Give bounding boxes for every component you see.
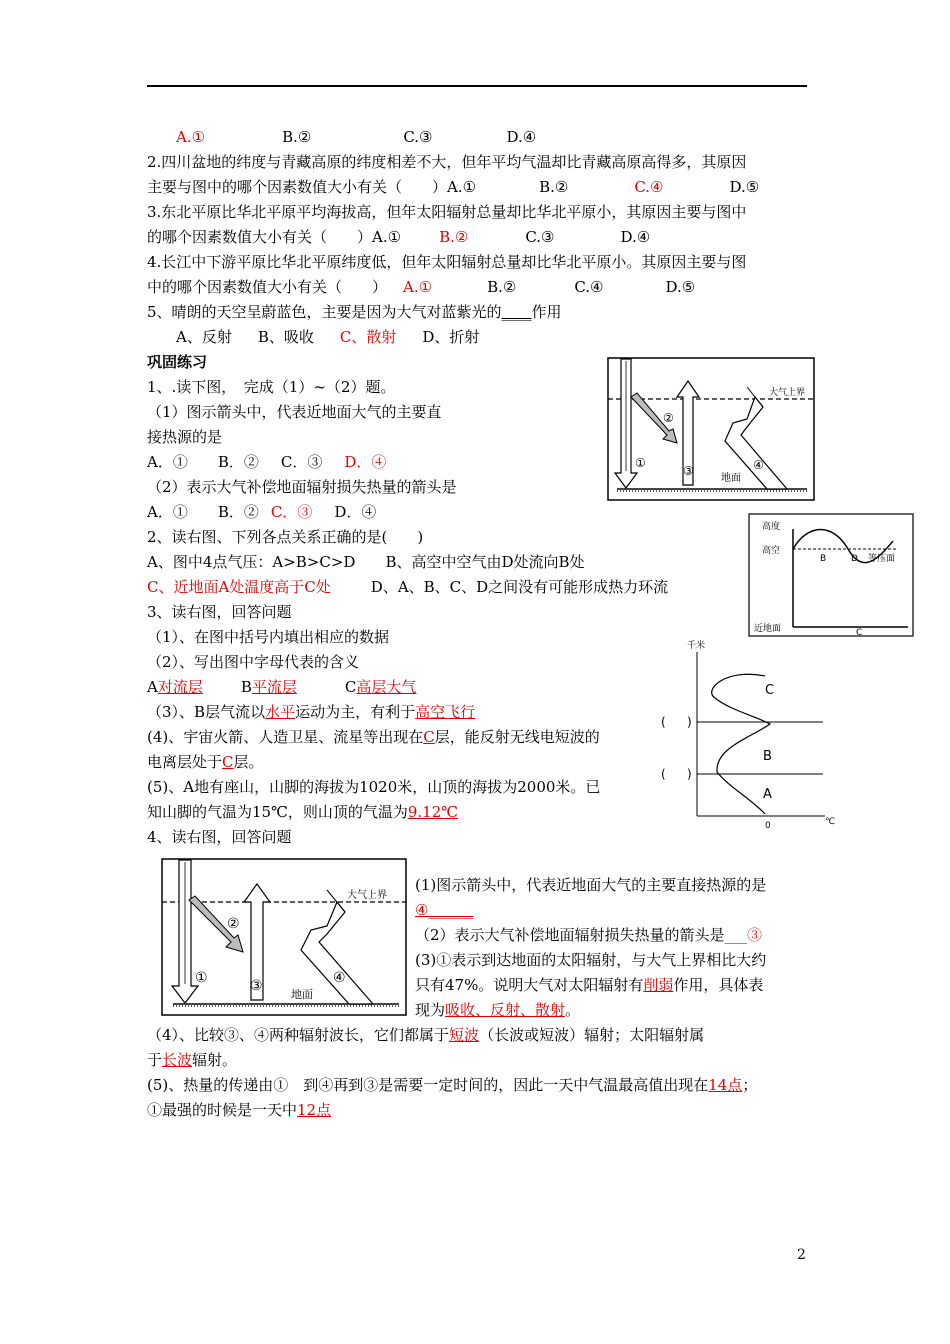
- e2-row1: A、图中4点气压：A>B>C>D B、高空中空气由D处流向B处: [147, 553, 585, 571]
- q2-line2: 主要与图中的哪个因素数值大小有关（ ）A.① B.② C.④ D.⑤: [147, 178, 760, 196]
- q4-option-d: D.⑤: [665, 278, 696, 296]
- svg-text:B: B: [763, 749, 772, 764]
- svg-text:②: ②: [227, 916, 240, 932]
- q1-option-a: A.①: [176, 128, 206, 146]
- q4-option-a: A.①: [403, 278, 433, 296]
- q1-option-c: C.③: [403, 128, 433, 146]
- svg-text:大气上界: 大气上界: [347, 890, 387, 901]
- e2-answer: C、近地面A处温度高于C处: [147, 578, 331, 596]
- header-rule: [147, 85, 807, 87]
- q3-option-c: C.③: [525, 228, 555, 246]
- svg-text:地面: 地面: [721, 473, 741, 484]
- e4-p1-line1: (1)图示箭头中，代表近地面大气的主要直接热源的是: [415, 876, 767, 894]
- e3-p1: （1）、在图中括号内填出相应的数据: [147, 628, 390, 646]
- svg-text:C: C: [856, 628, 863, 637]
- e1-p1-line2: 接热源的是: [147, 428, 223, 446]
- svg-text:A: A: [763, 787, 772, 802]
- e4-p1-answer: ④______: [415, 901, 474, 919]
- svg-text:等压面: 等压面: [868, 554, 896, 564]
- atmosphere-layers-diagram: [655, 638, 835, 828]
- q5-stem: 5、晴朗的天空呈蔚蓝色，主要是因为大气对蓝紫光的____作用: [147, 303, 562, 321]
- svg-text:①: ①: [195, 970, 208, 986]
- e1-p2: （2）表示大气补偿地面辐射损失热量的箭头是: [147, 478, 457, 496]
- e1-p2-answer: C．③: [270, 503, 313, 521]
- e1-p1-options: A．① B．② C．③ D．④: [147, 453, 387, 471]
- e2-row2: C、近地面A处温度高于C处 D、A、B、C、D之间没有可能形成热力环流: [147, 578, 669, 596]
- q5-blank: ____: [501, 303, 532, 321]
- e3-layer-answers: A对流层 B平流层 C高层大气: [147, 678, 417, 696]
- q5-option-a: A、反射: [176, 328, 232, 346]
- q2-line1: 2.四川盆地的纬度与青藏高原的纬度相差不大，但年平均气温却比青藏高原高得多，其原因: [147, 153, 747, 171]
- e3-p4-line2: 电离层处于C层。: [147, 753, 264, 771]
- section-title: 巩固练习: [147, 353, 208, 371]
- svg-text:③: ③: [250, 978, 263, 994]
- energy-diagram-top: [607, 357, 815, 501]
- q5-option-b: B、吸收: [257, 328, 314, 346]
- q1-option-b: B.②: [282, 128, 312, 146]
- svg-text:④: ④: [753, 458, 764, 472]
- svg-text:千米: 千米: [687, 641, 706, 651]
- e1-stem: 1、.读下图， 完成（1）~（2）题。: [147, 378, 396, 396]
- pressure-diagram: [748, 513, 914, 637]
- svg-text:): ): [687, 715, 692, 729]
- q2-option-b: B.②: [539, 178, 569, 196]
- e1-p2-options: A．① B．② C．③ D．④: [147, 503, 377, 521]
- q5-option-c: C、散射: [339, 328, 397, 346]
- svg-text:②: ②: [663, 411, 674, 425]
- e4-p5-line1: (5)、热量的传递由① 到④再到③是需要一定时间的，因此一天中气温最高值出现在14点；: [147, 1076, 758, 1094]
- e3-p2: （2）、写出图中字母代表的含义: [147, 653, 360, 671]
- e3-stem: 3、读右图，回答问题: [147, 603, 292, 621]
- q4-line2: 中的哪个因素数值大小有关（ ） A.① B.② C.④ D.⑤: [147, 278, 696, 296]
- svg-text:℃: ℃: [825, 817, 835, 827]
- q3-option-b: B.②: [439, 228, 469, 246]
- svg-text:C: C: [765, 683, 775, 698]
- svg-text:地面: 地面: [291, 988, 313, 1001]
- e2-stem: 2、读右图、下列各点关系正确的是( ): [147, 528, 424, 546]
- e4-p4-line1: （4）、比较③、④两种辐射波长，它们都属于短波（长波或短波）辐射；太阳辐射属: [147, 1026, 705, 1044]
- q2-option-c: C.④: [634, 178, 664, 196]
- e3-p5-line1: (5)、A地有座山，山脚的海拔为1020米，山顶的海拔为2000米。已: [147, 778, 601, 796]
- svg-text:B: B: [820, 554, 827, 564]
- q4-option-b: B.②: [487, 278, 517, 296]
- q1-options: [176, 125, 536, 149]
- svg-text:④: ④: [333, 970, 346, 986]
- svg-text:高度: 高度: [762, 522, 781, 532]
- e4-p4-line2: 于长波辐射。: [147, 1051, 238, 1069]
- q3-line1: 3.东北平原比华北平原平均海拔高，但年太阳辐射总量却比华北平原小，其原因主要与图中: [147, 203, 747, 221]
- e3-p4-line1: (4)、宇宙火箭、人造卫星、流星等出现在C层，能反射无线电短波的: [147, 728, 600, 746]
- e4-p5-line2: ①最强的时候是一天中12点: [147, 1101, 332, 1119]
- svg-text:(: (: [661, 767, 666, 781]
- e4-p3-line1: (3)①表示到达地面的太阳辐射，与大气上界相比大约: [415, 951, 767, 969]
- q4-option-c: C.④: [574, 278, 604, 296]
- svg-text:高空: 高空: [762, 546, 781, 556]
- svg-text:(: (: [661, 715, 666, 729]
- q2-option-d: D.⑤: [729, 178, 760, 196]
- q4-line1: 4.长江中下游平原比华北平原纬度低，但年太阳辐射总量却比华北平原小。其原因主要与图: [147, 253, 747, 271]
- svg-text:③: ③: [683, 464, 694, 478]
- svg-text:大气上界: 大气上界: [769, 388, 806, 398]
- page-number: 2: [797, 1247, 806, 1263]
- svg-text:0: 0: [765, 821, 771, 828]
- q5-option-d: D、折射: [422, 328, 480, 346]
- energy-diagram-bottom: [161, 858, 407, 1016]
- e4-p2: （2）表示大气补偿地面辐射损失热量的箭头是___③: [415, 926, 763, 944]
- svg-text:近地面: 近地面: [754, 624, 782, 634]
- svg-text:①: ①: [635, 456, 646, 470]
- svg-text:D: D: [851, 554, 858, 564]
- e4-p3-line2: 只有47%。说明大气对太阳辐射有削弱作用，具体表: [415, 976, 764, 994]
- e1-p1-line1: （1）图示箭头中，代表近地面大气的主要直: [147, 403, 442, 421]
- q3-option-d: D.④: [620, 228, 651, 246]
- q3-line2: 的哪个因素数值大小有关（ ）A.① B.② C.③ D.④: [147, 228, 651, 246]
- e4-p3-line3: 现为吸收、反射、散射。: [415, 1001, 581, 1019]
- svg-text:): ): [687, 767, 692, 781]
- q1-option-d: D.④: [506, 128, 537, 146]
- e4-stem: 4、读右图，回答问题: [147, 828, 292, 846]
- q5-options: [176, 325, 479, 349]
- e1-p1-answer: D．④: [344, 453, 387, 471]
- e3-p5-line2: 知山脚的气温为15℃，则山顶的气温为9.12℃: [147, 803, 459, 821]
- e3-p3: （3）、B层气流以水平运动为主，有利于高空飞行: [147, 703, 476, 721]
